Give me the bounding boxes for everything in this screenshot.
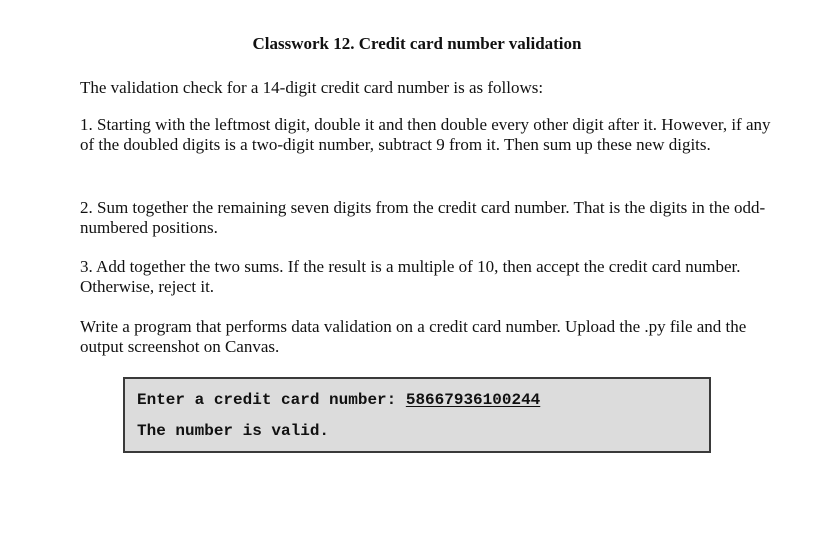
console-input-value: 58667936100244 bbox=[405, 391, 541, 409]
console-output-box bbox=[123, 377, 711, 453]
step-1-paragraph: 1. Starting with the leftmost digit, double it and then double every other digit after it. However, if any of the doubled digits is a two-digit number, subtract 9 from it. Then sum up these new digits. bbox=[80, 115, 771, 154]
step-3-paragraph: 3. Add together the two sums. If the result is a multiple of 10, then accept the credit card number. Otherwise, reject it. bbox=[80, 257, 741, 296]
instructions-paragraph: Write a program that performs data validation on a credit card number. Upload the .py file and the output screenshot on Canvas. bbox=[80, 317, 747, 356]
console-result-line: The number is valid. bbox=[137, 422, 330, 440]
intro-paragraph: The validation check for a 14-digit credit card number is as follows: bbox=[80, 78, 544, 97]
console-prompt-line bbox=[137, 390, 540, 410]
step-2-paragraph: 2. Sum together the remaining seven digits from the credit card number. That is the digits in the odd-numbered positions. bbox=[80, 198, 766, 237]
page-title: Classwork 12. Credit card number validation bbox=[252, 34, 582, 53]
console-prompt: Enter a credit card number: bbox=[137, 391, 406, 409]
